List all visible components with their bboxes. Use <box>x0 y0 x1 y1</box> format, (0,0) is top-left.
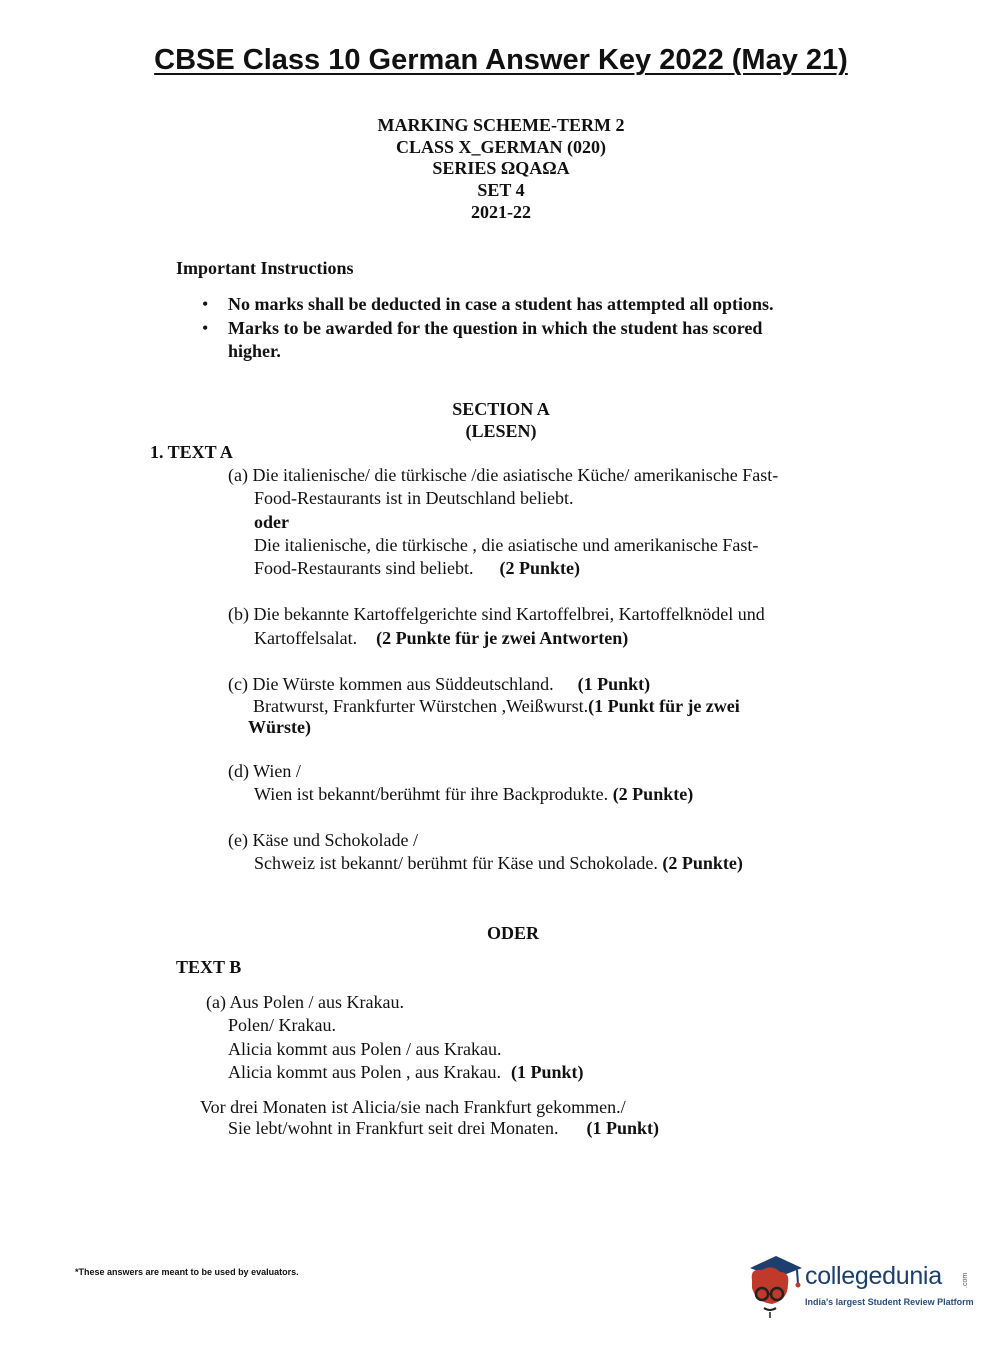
answer-e-line: (e) Käse und Schokolade / <box>228 830 418 850</box>
answer-a-line: Food-Restaurants ist in Deutschland beliebt. <box>254 488 574 508</box>
text-b-answer-line: Polen/ Krakau. <box>228 1015 336 1035</box>
answer-a-line: (a) Die italienische/ die türkische /die asiatische Küche/ amerikanische Fast- <box>228 465 779 485</box>
answer-d-line: (d) Wien / <box>228 761 301 781</box>
oder-separator: ODER <box>487 923 540 943</box>
scheme-heading: MARKING SCHEME-TERM 2 <box>377 115 625 135</box>
footer-note: *These answers are meant to be used by evaluators. <box>75 1267 299 1277</box>
logo-com-suffix: .com <box>962 1272 969 1288</box>
text-b-answer-line <box>228 1062 583 1083</box>
answer-b-line: (b) Die bekannte Kartoffelgerichte sind Kartoffelbrei, Kartoffelknödel und <box>228 604 765 624</box>
marks-label: (1 Punkt für je zwei <box>588 696 740 716</box>
marks-label: (2 Punkte für je zwei Antworten) <box>376 628 629 648</box>
marks-label: Würste) <box>248 717 311 737</box>
set-heading: SET 4 <box>477 180 525 200</box>
marks-label: (2 Punkte) <box>499 558 580 578</box>
answer-text: Sie lebt/wohnt in Frankfurt seit drei Monaten. <box>228 1118 559 1138</box>
answer-text: Bratwurst, Frankfurter Würstchen ,Weißwurst. <box>253 696 589 716</box>
answer-a-oder: oder <box>254 512 289 532</box>
section-subtitle: (LESEN) <box>465 421 537 441</box>
logo-tagline: India's largest Student Review Platform <box>805 1297 974 1307</box>
bullet-icon: • <box>202 294 209 314</box>
answer-text: Kartoffelsalat. <box>254 628 358 648</box>
instruction-item <box>202 294 774 315</box>
class-heading: CLASS X_GERMAN (020) <box>395 137 606 157</box>
answer-b-line <box>254 628 628 649</box>
answer-e-line <box>254 853 743 874</box>
marks-label: (1 Punkt) <box>586 1118 659 1138</box>
instruction-text: Marks to be awarded for the question in which the student has scored <box>228 318 763 338</box>
answer-a-line <box>254 558 580 579</box>
mascot-logo-icon <box>742 1250 804 1320</box>
answer-text: Wien ist bekannt/berühmt für ihre Backprodukte. <box>254 784 609 804</box>
year-heading: 2021-22 <box>471 202 531 222</box>
logo-wordmark: collegedunia <box>805 1262 942 1290</box>
answer-text: Schweiz ist bekannt/ berühmt für Käse und Schokolade. <box>254 853 658 873</box>
instruction-text: No marks shall be deducted in case a student has attempted all options. <box>228 294 774 314</box>
marks-label: (2 Punkte) <box>612 784 694 804</box>
answer-d-line <box>254 784 693 805</box>
marks-label: (2 Punkte) <box>662 853 743 873</box>
text-b-answer-line: (a) Aus Polen / aus Krakau. <box>206 992 404 1012</box>
answer-text: Food-Restaurants sind beliebt. <box>254 558 474 578</box>
text-b-answer-line: Vor drei Monaten ist Alicia/sie nach Frankfurt gekommen./ <box>200 1097 626 1117</box>
text-b-label: TEXT B <box>176 957 242 977</box>
marks-label: (1 Punkt) <box>510 1062 584 1082</box>
answer-c-line <box>253 696 740 717</box>
answer-c-line <box>228 674 650 695</box>
marks-label: (1 Punkt) <box>577 674 651 694</box>
answer-text: (c) Die Würste kommen aus Süddeutschland. <box>228 674 554 694</box>
instruction-text-cont: higher. <box>228 341 281 361</box>
series-heading: SERIES ΩQAΩA <box>432 158 570 178</box>
text-b-answer-line <box>228 1118 659 1139</box>
page-title: CBSE Class 10 German Answer Key 2022 (May 21) <box>154 44 848 76</box>
answer-a-line: Die italienische, die türkische , die asiatische und amerikanische Fast- <box>254 535 759 555</box>
question-1-label: 1. TEXT A <box>150 442 233 462</box>
instructions-heading: Important Instructions <box>176 258 354 278</box>
answer-text: Alicia kommt aus Polen , aus Krakau. <box>228 1062 501 1082</box>
bullet-icon: • <box>202 318 209 338</box>
text-b-answer-line: Alicia kommt aus Polen / aus Krakau. <box>228 1039 502 1059</box>
section-title: SECTION A <box>452 399 550 419</box>
instruction-item <box>202 318 763 339</box>
